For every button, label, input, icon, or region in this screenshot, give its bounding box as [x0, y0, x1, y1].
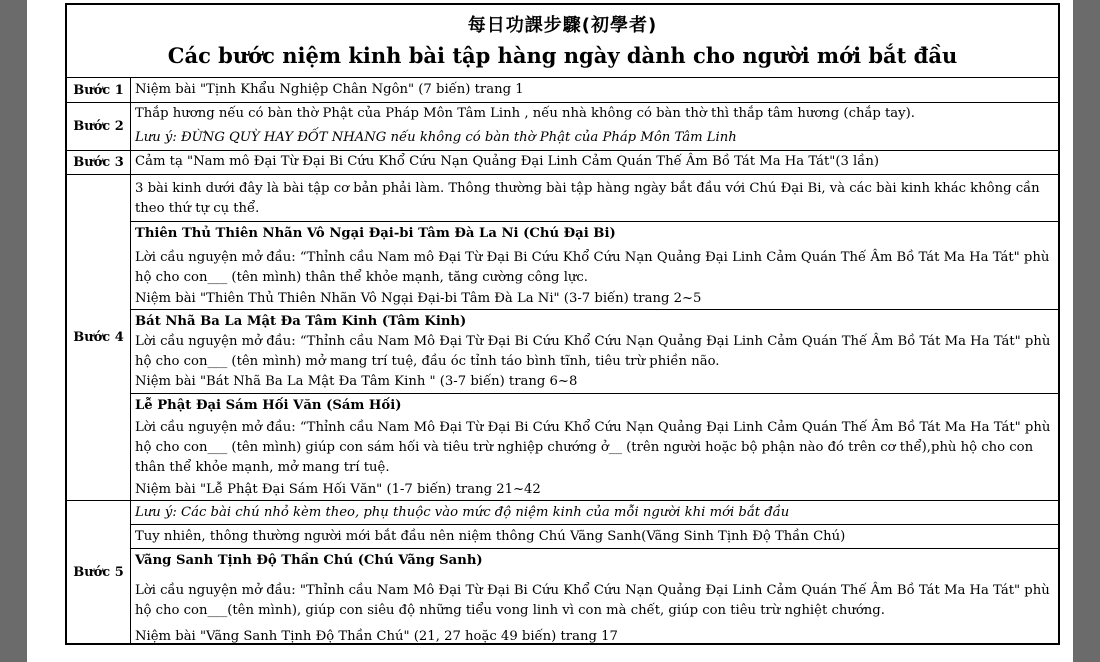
row-divider: [67, 500, 1058, 501]
step-4-intro: 3 bài kinh dưới đây là bài tập cơ bản phải làm. Thông thường bài tập hàng ngày bắt đầu với Chú Đại Bi, và các bài kinh khác không cần theo thứ tự cụ thể.: [135, 181, 1040, 216]
samhoi-prayer: Lời cầu nguyện mở đầu: “Thỉnh cầu Nam Mô Đại Từ Đại Bi Cứu Khổ Cứu Nạn Quảng Đại Linh Cảm Quán Thế Âm Bồ Tát Ma Ha Tát" phù hộ cho con___ (tên mình) giúp con sám hối và tiêu trừ nghiệp chướng ở__ (trên người hoặc bộ phận nào đó trên cơ thể),phù hộ cho con thân thể khỏe mạnh, mở mang trí tuệ.: [135, 420, 1051, 475]
vangsanh-prayer: Lời cầu nguyện mở đầu: "Thỉnh cầu Nam Mô Đại Từ Đại Bi Cứu Khổ Cứu Nạn Quảng Đại Linh Cảm Quán Thế Âm Bồ Tát Ma Ha Tát" phù hộ cho con___(tên mình), giúp con siêu độ những tiểu vong linh vì con mà chết, giúp con tiêu trừ nghiệt chướng.: [135, 583, 1050, 618]
document-page: [27, 0, 1073, 662]
tamkinh-title: Bát Nhã Ba La Mật Đa Tâm Kinh (Tâm Kinh): [135, 314, 467, 329]
tamkinh-recite: Niệm bài "Bát Nhã Ba La Mật Đa Tâm Kinh " (3-7 biến) trang 6~8: [135, 374, 578, 389]
tamkinh-prayer: Lời cầu nguyện mở đầu: “Thỉnh cầu Nam Mô Đại Từ Đại Bi Cứu Khổ Cứu Nạn Quảng Đại Linh Cảm Quán Thế Âm Bồ Tát Ma Ha Tát" phù hộ cho con___ (tên mình) mở mang trí tuệ, đầu óc tỉnh táo bình tĩnh, tiêu trừ phiền não.: [135, 334, 1051, 369]
dabi-prayer: Lời cầu nguyện mở đầu: “Thỉnh cầu Nam mô Đại Từ Đại Bi Cứu Khổ Cứu Nạn Quảng Đại Linh Cảm Quán Thế Âm Bồ Tát Ma Ha Tát" phù hộ cho con___ (tên mình) thân thể khỏe mạnh, tăng cường công lực.: [135, 250, 1050, 285]
table-header: [67, 5, 1058, 78]
samhoi-title: Lễ Phật Đại Sám Hối Văn (Sám Hối): [135, 398, 402, 413]
step-2-text: Thắp hương nếu có bàn thờ Phật của Pháp Môn Tâm Linh , nếu nhà không có bàn thờ thì thắp tâm hương (chắp tay).: [135, 106, 915, 121]
row-divider: [67, 150, 1058, 151]
step-5-label: Bước 5: [67, 500, 131, 645]
cell-divider: [131, 309, 1058, 310]
step-4-label: Bước 4: [67, 174, 131, 500]
row-divider: [67, 174, 1058, 175]
cell-divider: [131, 221, 1058, 222]
row-divider: [67, 102, 1058, 103]
dabi-title: Thiên Thủ Thiên Nhãn Vô Ngại Đại-bi Tâm Đà La Ni (Chú Đại Bi): [135, 226, 616, 241]
step-2-label: Bước 2: [67, 102, 131, 150]
step-5-text: Tuy nhiên, thông thường người mới bắt đầu nên niệm thông Chú Vãng Sanh(Vãng Sinh Tịnh Độ Thần Chú): [135, 529, 846, 544]
cell-divider: [131, 548, 1058, 549]
step-3-label: Bước 3: [67, 150, 131, 174]
step-3-text: Cảm tạ "Nam mô Đại Từ Đại Bi Cứu Khổ Cứu Nạn Quảng Đại Linh Cảm Quán Thế Âm Bồ Tát Ma Ha Tát"(3 lần): [135, 154, 879, 169]
vangsanh-title: Vãng Sanh Tịnh Độ Thần Chú (Chú Vãng Sanh): [135, 553, 483, 568]
step-2-note: Lưu ý: ĐỪNG QUỲ HAY ĐỐT NHANG nếu không có bàn thờ Phật của Pháp Môn Tâm Linh: [135, 130, 737, 145]
steps-table: [65, 3, 1060, 645]
cell-divider: [131, 524, 1058, 525]
step-1-text: Niệm bài "Tịnh Khẩu Nghiệp Chân Ngôn" (7 biến) trang 1: [135, 82, 524, 97]
step-5-note: Lưu ý: Các bài chú nhỏ kèm theo, phụ thuộc vào mức độ niệm kinh của mỗi người khi mới bắt đầu: [135, 505, 790, 520]
step-1-label: Bước 1: [67, 78, 131, 102]
samhoi-recite: Niệm bài "Lễ Phật Đại Sám Hối Văn" (1-7 biến) trang 21~42: [135, 482, 541, 497]
cell-divider: [131, 393, 1058, 394]
title-vietnamese: Các bước niệm kinh bài tập hàng ngày dành cho người mới bắt đầu: [167, 43, 958, 68]
dabi-recite: Niệm bài "Thiên Thủ Thiên Nhãn Vô Ngại Đại-bi Tâm Đà La Ni" (3-7 biến) trang 2~5: [135, 291, 702, 306]
title-chinese: 每日功課步驟(初學者): [467, 15, 658, 36]
vangsanh-recite: Niệm bài "Vãng Sanh Tịnh Độ Thần Chú" (21, 27 hoặc 49 biến) trang 17: [135, 629, 618, 644]
